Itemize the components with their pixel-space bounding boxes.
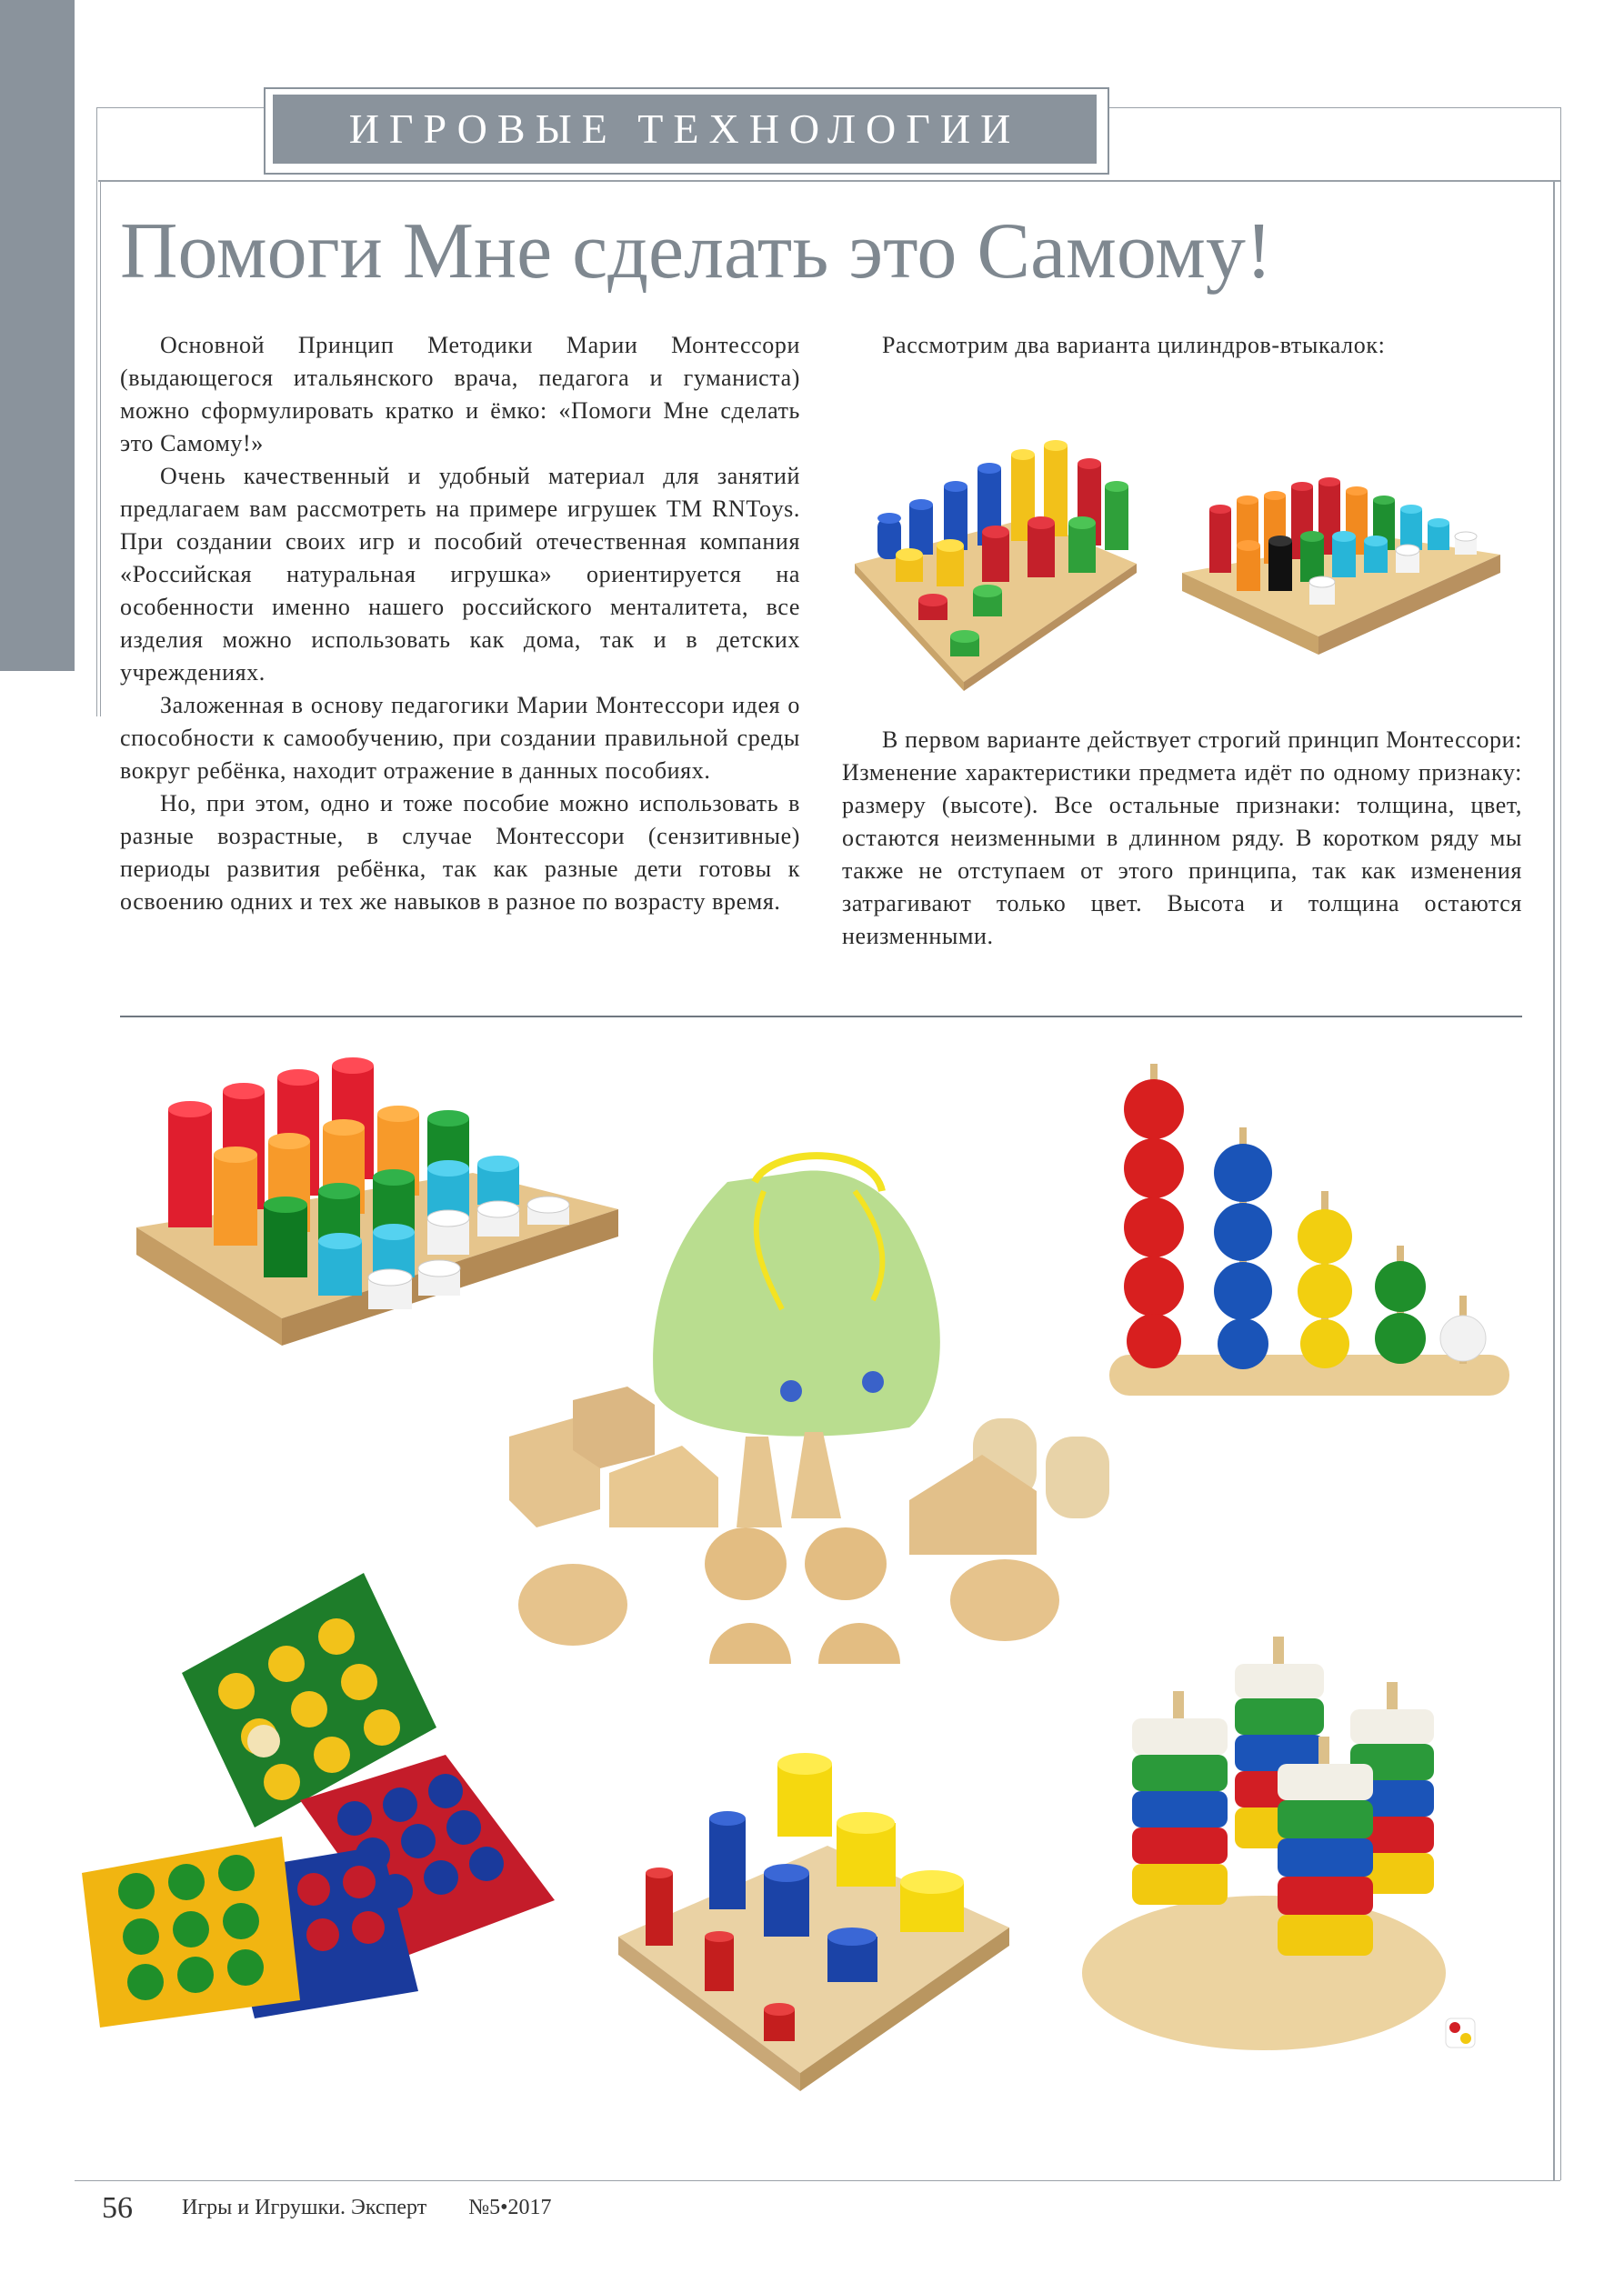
paragraph: Но, при этом, одно и тоже пособие можно использовать в разные возрастные, в случае Монтессори (сензитивные) периоды развития ребёнка, так как разные дети готовы к освоению одних и тех же навыков в разное по возрасту время. [120,790,800,915]
magazine-name: Игры и Игрушки. Эксперт [182,2196,427,2219]
frame-line [1560,107,1561,2180]
page-footer [102,2191,552,2226]
paragraph: Рассмотрим два варианта цилиндров-втыкалок: [882,332,1386,358]
footer-line [75,2180,1560,2181]
paragraph: В первом варианте действует строгий принцип Монтессори: Изменение характеристики предмета идёт по одному признаку: размеру (высоте). Все остальные признаки: толщина, цвет, остаются неизменными в длинном ряду. В коротком ряду мы также не отступаем от этого принципа, так как изменения затрагивают только цвет. Высота и толщина остаются неизменными. [842,726,1522,949]
frame-line [98,180,1560,182]
article-title: Помоги Мне сделать это Самому! [120,207,1273,295]
left-column [120,329,800,918]
side-bar [0,0,75,671]
photo-bag-wooden-shapes [491,1127,1182,1709]
frame-line [1553,180,1555,2180]
frame-line [100,180,101,716]
photo-sorter-short-pegs [1182,455,1500,673]
paragraph: Основной Принцип Методики Марии Монтессори (выдающегося итальянского врача, педагога и гуманиста) можно сформулировать кратко и ёмко: «Помоги Мне сделать это Самому!» [120,332,800,456]
photo-ball-sorter [1100,1055,1519,1418]
page-number: 56 [102,2191,133,2225]
photo-cylinder-sorter [618,1746,1009,2118]
paragraph: Заложенная в основу педагогики Марии Монтессори идея о способности к самообучению, при создании правильной среды вокруг ребёнка, находит отражение в данных пособиях. [120,692,800,784]
rubric-label: ИГРОВЫЕ ТЕХНОЛОГИИ [273,95,1097,164]
photo-sorter-tall-pegs [846,418,1146,691]
right-intro [842,329,1522,362]
photo-ring-towers [1082,1637,1500,2073]
frame-line [96,107,97,716]
paragraph: Очень качественный и удобный материал для занятий предлагаем вам рассмотреть на примере игрушек ТМ RNToys. При создании своих игр и пособий отечественная компания «Российская натуральная игрушка» ориентируется на особенности именно нашего российского менталитета, все изделия можно использовать как дома, так и в детских учреждениях. [120,463,800,686]
photo-peg-boards [82,1573,591,2046]
issue-number: №5•2017 [468,2196,552,2219]
section-divider [120,1016,1522,1017]
right-body [842,724,1522,953]
